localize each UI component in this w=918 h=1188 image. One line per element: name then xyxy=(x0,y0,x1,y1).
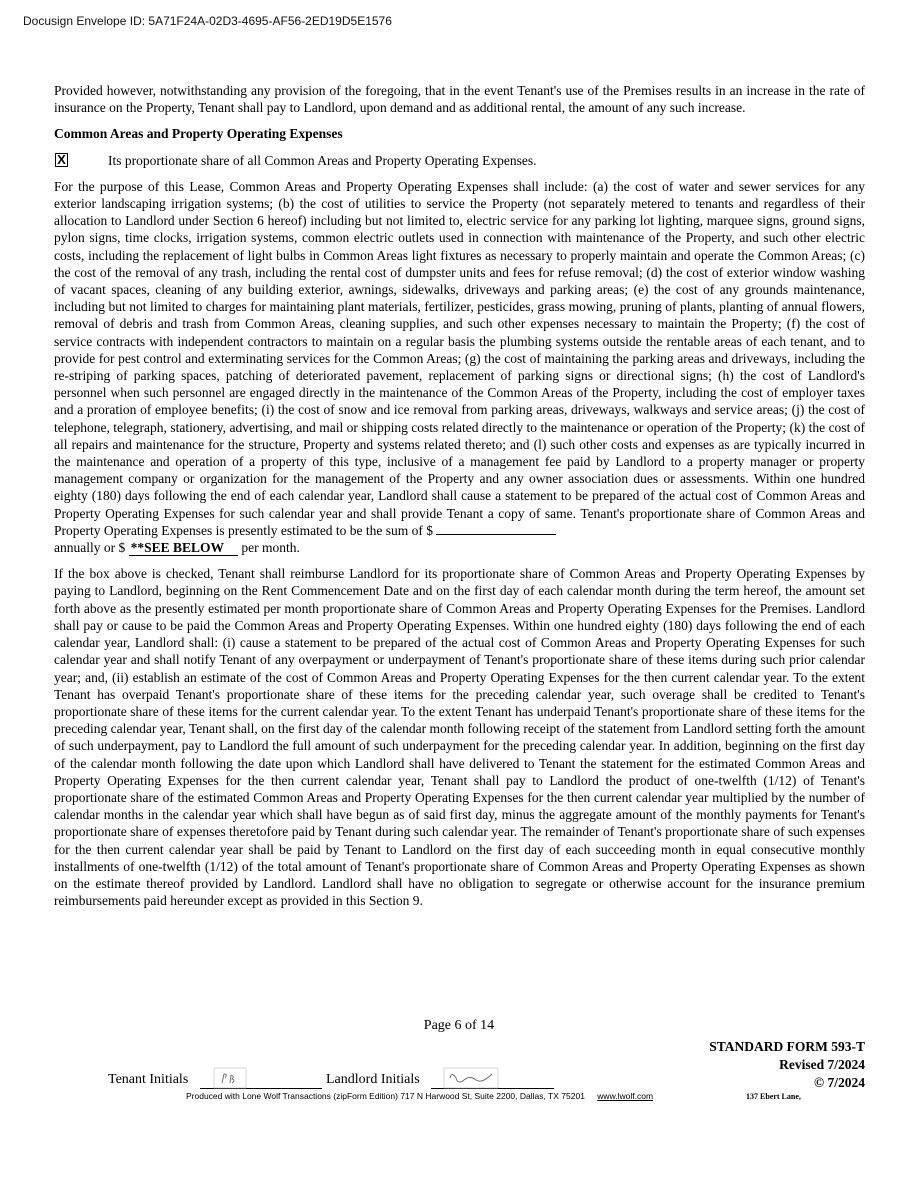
form-name: STANDARD FORM 593-T xyxy=(709,1039,865,1054)
landlord-initials-label: Landlord Initials xyxy=(326,1072,420,1087)
document-body xyxy=(54,82,865,918)
form-copyright: © 7/2024 xyxy=(814,1075,865,1090)
landlord-initials-signature xyxy=(442,1066,500,1090)
purpose-paragraph xyxy=(54,178,865,556)
annually-prefix: annually or $ xyxy=(54,540,126,556)
expense-checkbox[interactable]: X xyxy=(55,153,68,167)
monthly-suffix: per month. xyxy=(241,540,300,556)
tenant-initials-signature xyxy=(212,1066,248,1090)
purpose-text: For the purpose of this Lease, Common Areas and Property Operating Expenses shall include: (a) the cost of water and sewer services for any exterior landscaping irrigation systems; (b) the cost of utilities to service the Property (not separately metered to tenants and regardless of their allocation to Landlord under Section 6 hereof) including but not limited to, electric service for any parking lot lighting, marquee signs, ground signs, pylon signs, time clocks, irrigation systems, common electric outlets used in connection with maintenance of the Property, and such other electric costs, including the replacement of light bulbs in Common Areas light fixtures as necessary to properly maintain and operate the Common Areas; (c) the cost of the removal of any trash, including the rental cost of dumpster units and fees for refuse removal; (d) the cost of exterior window washing of vacant spaces, cleaning of any building exterior, awnings, sidewalks, driveways and parking areas; (e) the cost of any grounds maintenance, including but not limited to charges for maintaining plant materials, fertilizer, pesticides, grass mowing, pruning of plants, planting of annual flowers, removal of debris and trash from Common Areas, cleaning supplies, and such other expenses necessary to maintain the Property; (f) the cost of service contracts with independent contractors to maintain on a regular basis the plumbing systems outside the rentable areas of each tenant, and to provide for pest control and exterminating services for the Common Areas; (g) the cost of maintaining the parking areas and driveways, including the re-striping of parking spaces, patching of deteriorated pavement, replacement of parking signs or directional signs; (h) the cost of Landlord's personnel when such personnel are engaged directly in the maintenance of the Common Areas of the Property, including the cost of employer taxes and a proration of employee benefits; (i) the cost of snow and ice removal from parking areas, driveways, walkways and service areas; (j) the cost of telephone, telegraph, stationery, advertising, and mail or shipping costs related directly to the maintenance or operation of the Property; (k) the cost of all repairs and maintenance for the structure, Property and systems related thereto; and (l) such other costs and expenses as are typically incurred in the maintenance and operation of a property of this type, inclusive of a management fee paid by Landlord to a property manager or property management company or organization for the management of the Property and any owner association dues or assessments. Within one hundred eighty (180) days following the end of each calendar year, Landlord shall cause a statement to be prepared of the actual cost of Common Areas and Property Operating Expenses for such calendar year and shall provide Tenant a copy of same. Tenant's proportionate share of Common Areas and Property Operating Expenses is presently estimated to be the sum of $ xyxy=(54,178,865,538)
section-heading: Common Areas and Property Operating Expenses xyxy=(54,126,343,142)
monthly-amount-field[interactable]: **SEE BELOW xyxy=(129,540,238,556)
form-revised: Revised 7/2024 xyxy=(779,1057,865,1072)
footer-produced-line xyxy=(186,1091,653,1101)
page-number: Page 6 of 14 xyxy=(423,1018,495,1033)
insurance-paragraph: Provided however, notwithstanding any provision of the foregoing, that in the event Tenant's use of the Premises results in an increase in the rate of insurance on the Property, Tenant shall pay to Landlord, upon demand and as additional rental, the amount of any such increase. xyxy=(54,83,865,116)
initials-row xyxy=(108,1066,668,1092)
expense-checkbox-label: Its proportionate share of all Common Areas and Property Operating Expenses. xyxy=(108,152,537,168)
form-info xyxy=(709,1038,865,1092)
tenant-initials-label: Tenant Initials xyxy=(108,1072,189,1087)
expense-checkbox-row xyxy=(54,152,865,169)
footer-website-link[interactable]: www.lwolf.com xyxy=(597,1091,654,1101)
footer-produced-text: Produced with Lone Wolf Transactions (zipForm Edition) 717 N Harwood St, Suite 2200, Dallas, TX 75201 xyxy=(186,1091,585,1101)
reimburse-paragraph: If the box above is checked, Tenant shall reimburse Landlord for its proportionate share of Common Areas and Property Operating Expenses by paying to Landlord, beginning on the Rent Commencement Date and on the first day of each calendar month during the term hereof, the amount set forth above as the presently estimated per month proportionate share of Common Areas and Property Operating Expenses for the Premises. Landlord shall pay or cause to be paid the Common Areas and Property Operating Expenses. Within one hundred eighty (180) days following the end of each calendar year, Landlord shall: (i) cause a statement to be prepared of the actual cost of Common Areas and Property Operating Expenses for such calendar year and shall notify Tenant of any overpayment or underpayment of Tenant's proportionate share of these items during such prior calendar year; and, (ii) establish an estimate of the cost of Common Areas and Property Operating Expenses for the then current calendar year. To the extent Tenant has overpaid Tenant's proportionate share of these items for the preceding calendar year, such overage shall be credited to Tenant's proportionate share of these items for the current calendar year. To the extent Tenant has underpaid Tenant's proportionate share of these items for the preceding calendar year, Tenant shall, on the first day of the calendar month following receipt of the statement from Landlord setting forth the amount of such underpayment, pay to Landlord the full amount of such underpayment for the preceding calendar year. In addition, beginning on the first day of the calendar month following the date upon which Landlord shall have delivered to Tenant the statement for the estimated Common Areas and Property Operating Expenses for the then current calendar year, Tenant shall pay to Landlord the product of one-twelfth (1/12) of Tenant's proportionate share of the estimated Common Areas and Property Operating Expenses for the then current calendar year multiplied by the number of calendar months in the calendar year which shall have begun as of said first day, minus the aggregate amount of the monthly payments for Tenant's proportionate share of expenses theretofore paid by Tenant during such calendar year. The remainder of Tenant's proportionate share of such expenses for the then current calendar year shall be paid by Tenant to Landlord on the first day of each succeeding month in equal consecutive monthly installments of one-twelfth (1/12) of the total amount of Tenant's proportionate share of Common Areas and Property Operating Expenses as shown on the estimate thereof provided by Landlord. Landlord shall have no obligation to segregate or otherwise account for the insurance premium reimbursements paid hereunder except as provided in this Section 9. xyxy=(54,566,865,909)
footer-address: 137 Ebert Lane, xyxy=(746,1092,801,1101)
annual-amount-field[interactable] xyxy=(436,522,556,535)
docusign-envelope-id: Docusign Envelope ID: 5A71F24A-02D3-4695-AF56-2ED19D5E1576 xyxy=(23,14,392,28)
